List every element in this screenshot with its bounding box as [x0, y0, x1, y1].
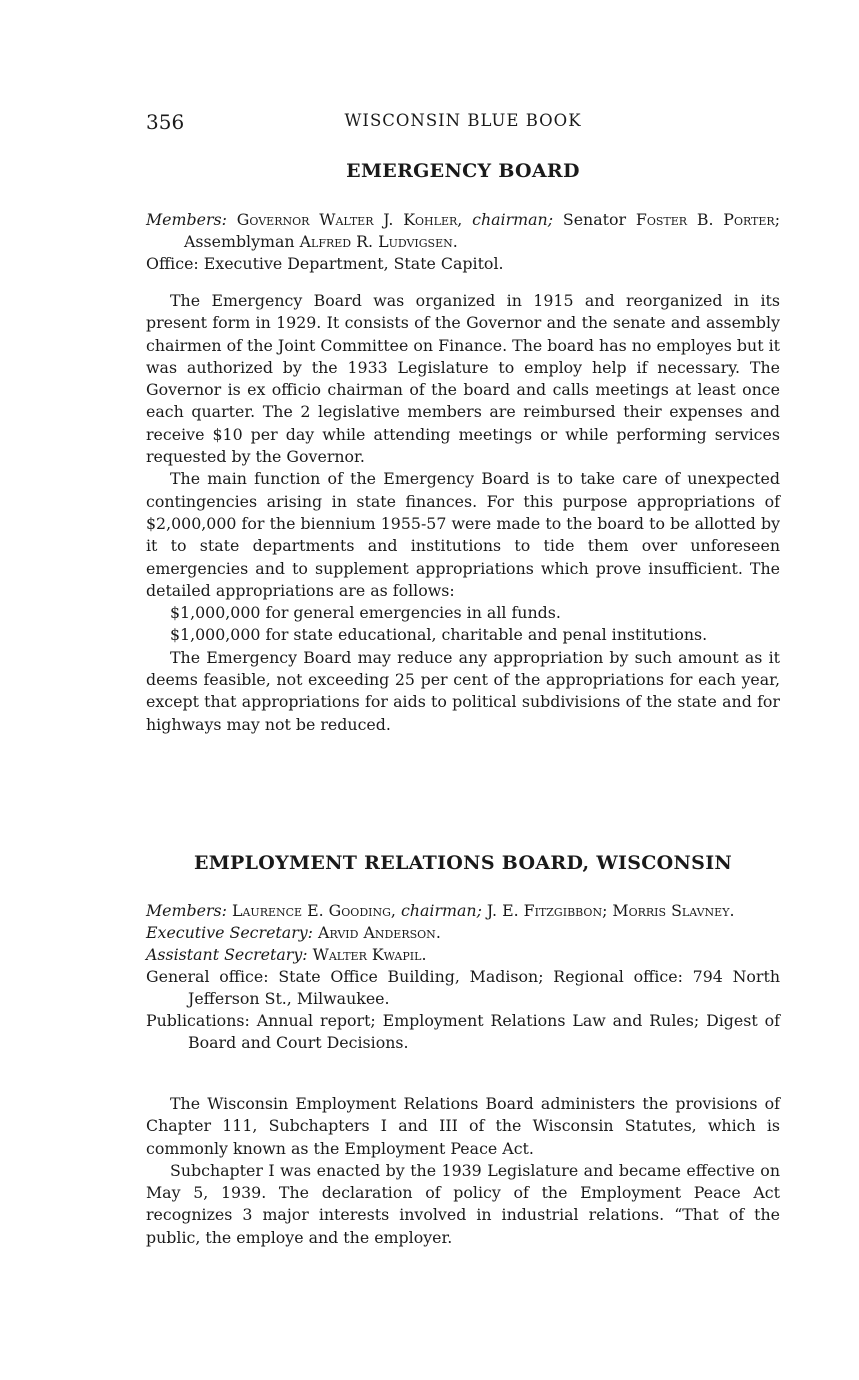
section-title-employment-relations-board: EMPLOYMENT RELATIONS BOARD, WISCONSIN: [193, 852, 733, 874]
chair-name: Walter J. Kohler: [319, 210, 458, 229]
emergency-board-meta: [146, 209, 780, 275]
paragraph: The Emergency Board was organized in 1915 and reorganized in its present form in 1929. It consists of the Governor and the senate and assembly chairmen of the Joint Committee on Finance. The board has no employes but it was authorized by the 1933 Legislature to employ help if necessary. The Governor is ex officio chairman of the board and calls meetings at least once each quarter. The 2 legislative members are reimbursed their expenses and receive $10 per day while attending meetings or while performing services requested by the Governor.: [146, 291, 780, 467]
emergency-board-body: [146, 290, 780, 736]
chair-role: chairman;: [472, 210, 554, 229]
assistant-secretary-line: Assistant Secretary: Walter Kwapil.: [146, 945, 427, 964]
executive-secretary-name: Arvid Anderson: [318, 923, 436, 942]
assembly-title: Assemblyman: [184, 232, 295, 251]
senator-name: Foster B. Porter: [635, 210, 775, 229]
executive-secretary-line: Executive Secretary: Arvid Anderson.: [146, 923, 441, 942]
paragraph: The main function of the Emergency Board is to take care of unexpected contingencies arising in state finances. For this purpose appropriations of $2,000,000 for the biennium 1955-57 were made to the board to be allotted by it to state departments and institutions to tide them over unforeseen emergencies and to supplement appropriations which prove insufficient. The detailed appropriations are as follows:: [146, 469, 780, 600]
section-title-emergency-board: EMERGENCY BOARD: [346, 160, 580, 182]
members-label: Members:: [146, 210, 227, 229]
members-line: Members: Governor Walter J. Kohler, chairman; Senator Foster B. Porter; Assemblyman Alfred R. Ludvigsen.: [146, 210, 781, 251]
paragraph: $1,000,000 for general emergencies in all funds.: [170, 603, 561, 623]
offices-line: General office: State Office Building, Madison; Regional office: 794 North Jefferson St., Milwaukee.: [146, 967, 780, 1008]
page-number: 356: [146, 110, 185, 134]
member-name: Morris Slavney: [612, 901, 730, 920]
members-label: Members:: [146, 901, 227, 920]
running-title: WISCONSIN BLUE BOOK: [344, 111, 582, 130]
running-head: [146, 110, 780, 136]
paragraph: Subchapter I was enacted by the 1939 Legislature and became effective on May 5, 1939. The declaration of policy of the Employment Peace Act recognizes 3 major interests involved in industrial relations. “That of the public, the employe and the employer.: [146, 1160, 780, 1247]
paragraph: The Emergency Board may reduce any appropriation by such amount as it deems feasible, not exceeding 25 per cent of the appropriations for each year, except that appropriations for aids to political subdivisions of the state and for highways may not be reduced.: [146, 647, 780, 734]
assistant-secretary-name: Walter Kwapil: [312, 945, 422, 964]
employment-board-meta: [146, 900, 780, 1054]
paragraph: $1,000,000 for state educational, charitable and penal institutions.: [170, 625, 708, 645]
office-line: Office: Executive Department, State Capitol.: [146, 254, 504, 273]
employment-board-body: [146, 1093, 780, 1249]
senator-title: Senator: [562, 210, 627, 229]
chair-name: Laurence E. Gooding: [231, 901, 391, 920]
assistant-secretary-label: Assistant Secretary:: [146, 945, 308, 964]
member-name: J. E. Fitzgibbon: [486, 901, 603, 920]
executive-secretary-label: Executive Secretary:: [146, 923, 313, 942]
assembly-name: Alfred R. Ludvigsen: [299, 232, 453, 251]
paragraph: The Wisconsin Employment Relations Board administers the provisions of Chapter 111, Subchapters I and III of the Wisconsin Statutes, which is commonly known as the Employment Peace Act.: [146, 1094, 780, 1158]
publications-line: Publications: Annual report; Employment Relations Law and Rules; Digest of Board and Court Decisions.: [146, 1011, 780, 1052]
members-line: Members: Laurence E. Gooding, chairman; J. E. Fitzgibbon; Morris Slavney.: [146, 901, 735, 920]
chair-title: Governor: [236, 210, 310, 229]
chair-role: chairman;: [400, 901, 482, 920]
